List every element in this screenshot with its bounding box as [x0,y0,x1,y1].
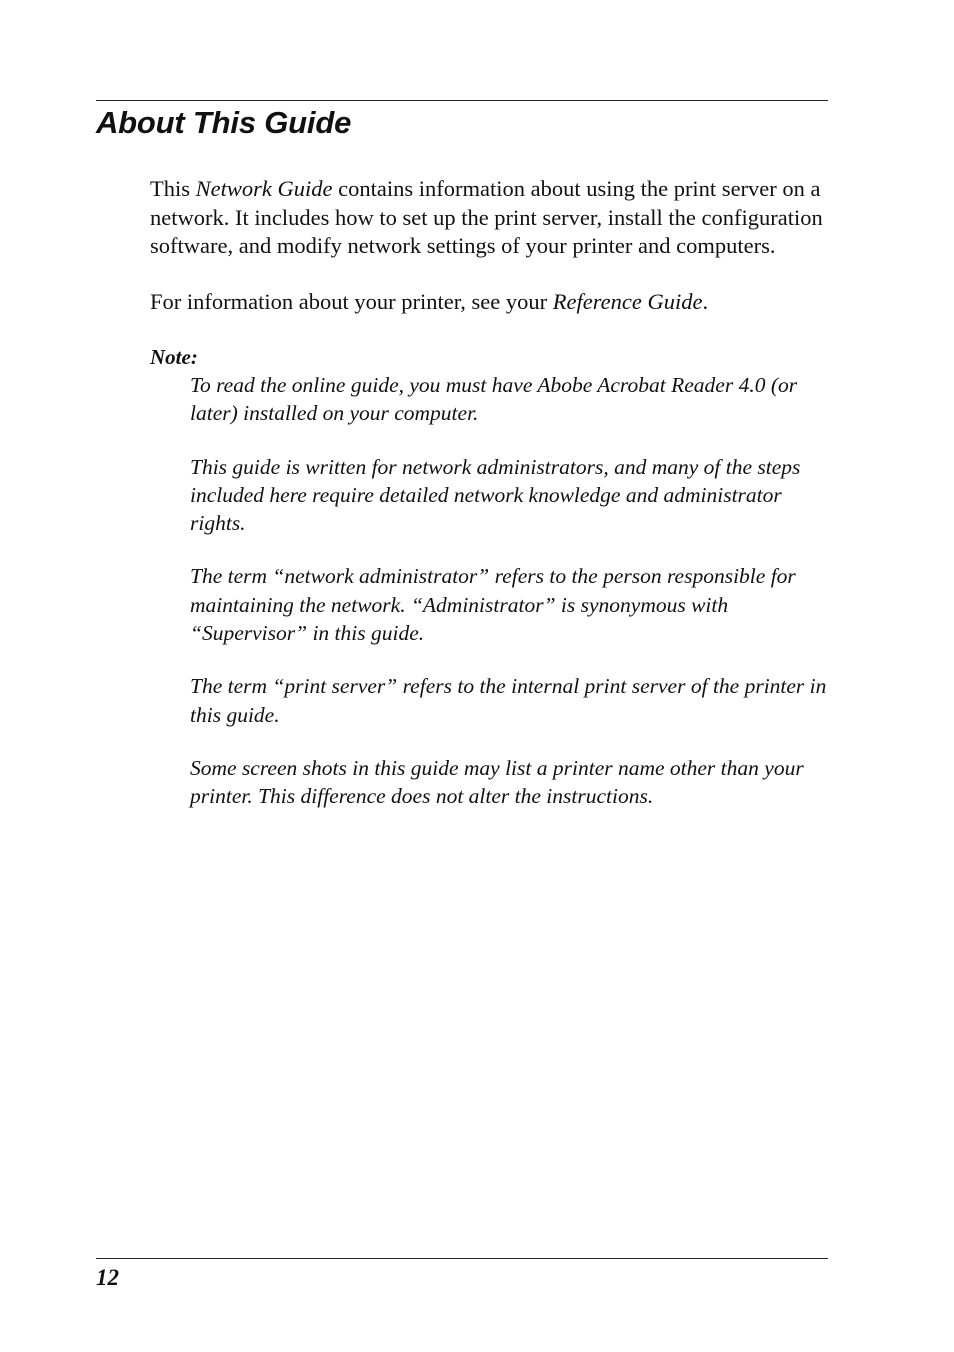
note-item: The term “print server” refers to the internal print server of the printer in this guide. [190,674,827,727]
guide-title-network: Network Guide [195,176,333,201]
reference-text: For information about your printer, see your [150,288,553,314]
note-label: Note: [150,345,198,369]
page-title: About This Guide [96,105,352,140]
note-item: This guide is written for network administrators, and many of the steps included here require detailed network knowledge and administrator rights. [190,454,801,536]
note-item: The term “network administrator” refers to the person responsible for maintaining the network. “Administrator” is synonymous with “Supervisor” in this guide. [190,564,796,646]
guide-title-reference: Reference Guide [552,288,703,314]
intro-text: This [150,176,196,201]
intro-text-continued: contains information about using the print server on a network. It includes how to set up the print server, install the configuration software, and modify network settings of your printer and computers. [150,176,823,258]
page-number: 12 [96,1265,119,1290]
intro-paragraph [150,175,840,261]
bottom-rule [96,1258,828,1259]
reference-paragraph [150,288,840,317]
note-block [190,371,830,811]
reference-text-end: . [702,288,709,314]
content-body [150,175,840,836]
note-item: Some screen shots in this guide may list a printer name other than your printer. This difference does not alter the instructions. [190,755,804,809]
note-item: To read the online guide, you must have Abobe Acrobat Reader 4.0 (or later) installed on your computer. [190,373,798,426]
